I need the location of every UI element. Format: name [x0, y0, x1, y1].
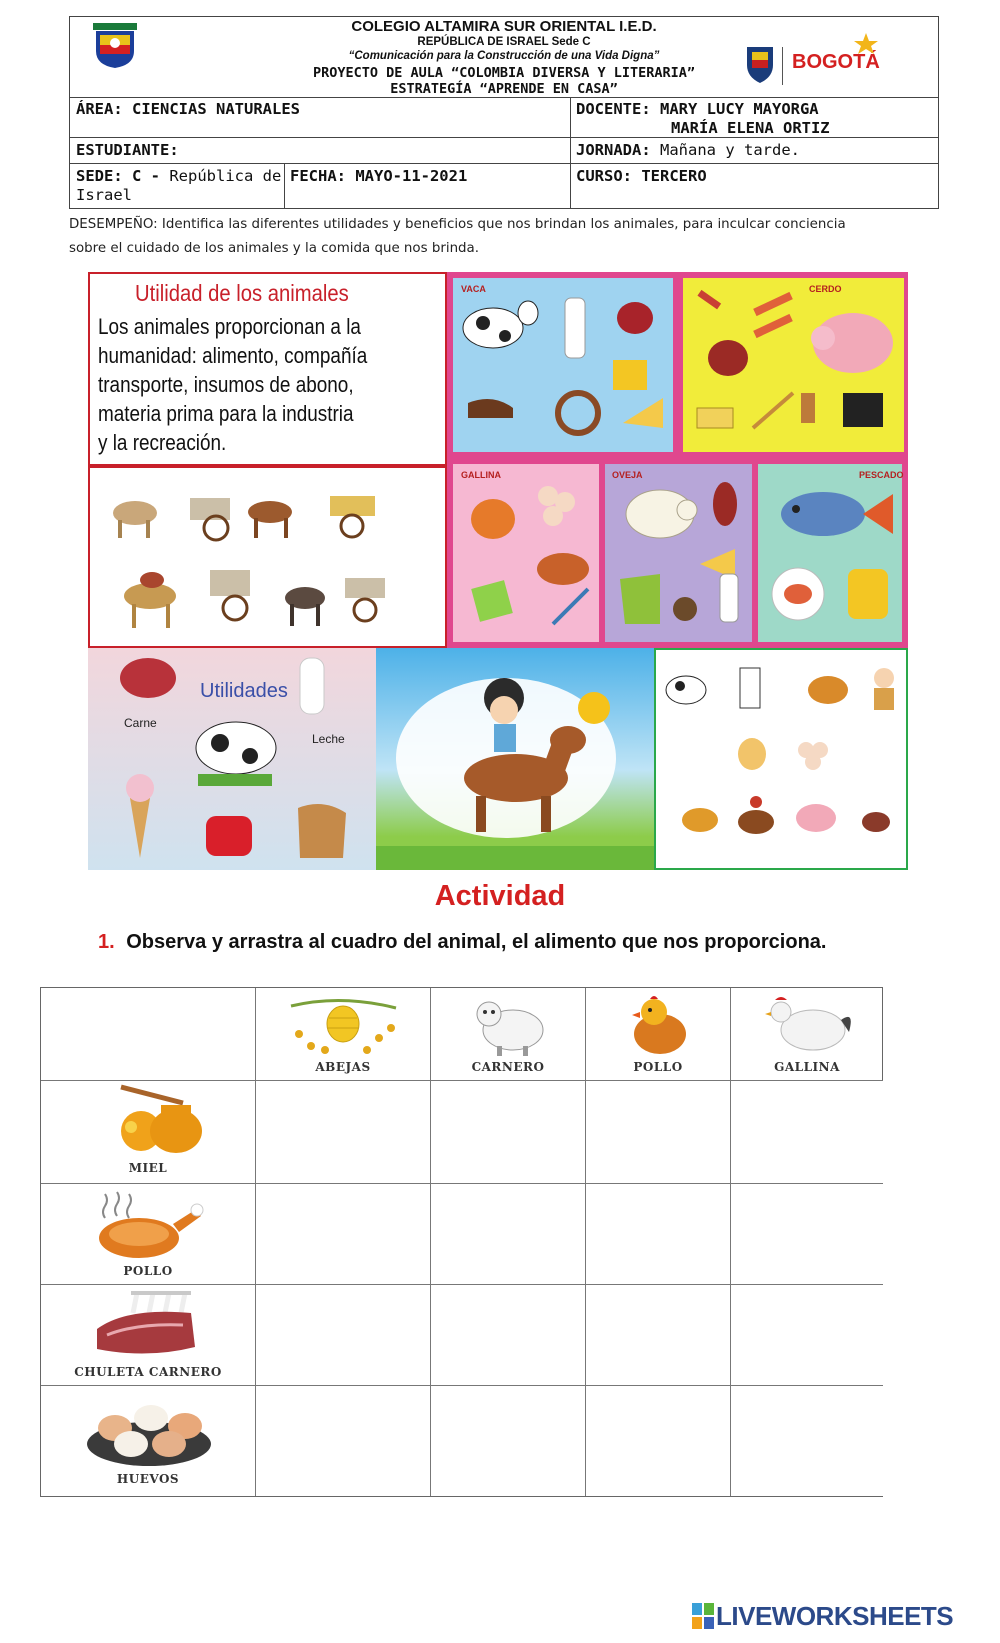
liveworksheets-text: LIVEWORKSHEETS: [716, 1600, 954, 1631]
utility-title: Utilidad de los animales: [135, 280, 349, 306]
desempeno-text: [69, 213, 949, 261]
row-label: CHULETA CARNERO: [74, 1365, 222, 1379]
pescado-products-illustration: [758, 464, 902, 642]
column-header-abejas: [256, 988, 431, 1081]
row-label: MIEL: [128, 1161, 168, 1175]
instruction-number: 1.: [98, 931, 115, 953]
gallina-label: GALLINA: [461, 470, 501, 480]
column-divider: [570, 97, 571, 209]
curso-cell: CURSO: TERCERO: [576, 167, 707, 185]
jornada-value: Mañana y tarde.: [660, 141, 800, 159]
column-divider: [284, 163, 285, 209]
docente-name-2: MARÍA ELENA ORTIZ: [671, 119, 830, 137]
school-republic: REPÚBLICA DE ISRAEL Sede C: [417, 36, 591, 48]
honey-icon: [91, 1083, 209, 1157]
desempeno-line: DESEMPEÑO: Identifica las diferentes utilidades y beneficios que nos brindan los animales, para inculcar conciencia: [69, 217, 846, 232]
drop-cell-chuleta-pollo[interactable]: [586, 1285, 731, 1386]
utility-line: transporte, insumos de abono,: [98, 372, 354, 397]
drop-cell-pollo-pollo[interactable]: [586, 1184, 731, 1285]
star-icon: [852, 31, 880, 55]
transport-panel: [88, 466, 447, 648]
hen-icon: [757, 992, 855, 1058]
drop-cell-huevos-gallina[interactable]: [731, 1386, 883, 1496]
header-divider: [70, 97, 938, 98]
carne-label: Carne: [124, 716, 157, 730]
jornada-label: JORNADA:: [576, 141, 651, 159]
desempeno-line: sobre el cuidado de los animales y la comida que nos brinda.: [69, 241, 480, 256]
roast-chicken-icon: [85, 1188, 211, 1260]
farm-animals-illustration: [656, 650, 906, 868]
drop-cell-pollo-carnero[interactable]: [431, 1184, 586, 1285]
column-label: ABEJAS: [315, 1060, 371, 1074]
row-header-huevos[interactable]: [41, 1386, 256, 1496]
estudiante-field[interactable]: [270, 138, 568, 162]
pescado-label: PESCADO: [859, 470, 904, 480]
docente-name-1: MARY LUCY MAYORGA: [660, 100, 819, 118]
drop-cell-pollo-gallina[interactable]: [731, 1184, 883, 1285]
docente-cell: [576, 100, 819, 118]
school-name: COLEGIO ALTAMIRA SUR ORIENTAL I.E.D.: [351, 18, 657, 35]
utility-body: [98, 312, 367, 457]
area-value: CIENCIAS NATURALES: [132, 100, 300, 118]
utility-line: Los animales proporcionan a la: [98, 314, 361, 339]
column-label: GALLINA: [774, 1060, 840, 1074]
instruction-text: Observa y arrastra al cuadro del animal, el alimento que nos proporciona.: [126, 931, 827, 953]
drop-cell-miel-carnero[interactable]: [431, 1081, 586, 1184]
area-cell: [76, 100, 300, 118]
row-header-miel[interactable]: [41, 1081, 256, 1184]
project-title: PROYECTO DE AULA “COLOMBIA DIVERSA Y LITERARIA”: [312, 65, 695, 81]
utility-line: materia prima para la industria: [98, 401, 354, 426]
grid-corner-cell: [41, 988, 256, 1081]
fecha-cell: FECHA: MAYO-11-2021: [290, 167, 468, 185]
chick-icon: [614, 990, 704, 1058]
sheep-icon: [463, 992, 555, 1058]
column-label: CARNERO: [471, 1060, 545, 1074]
drop-cell-huevos-carnero[interactable]: [431, 1386, 586, 1496]
oveja-label: OVEJA: [612, 470, 643, 480]
utilidades-panel: [88, 648, 376, 870]
leche-label: Leche: [312, 732, 345, 746]
gallina-panel: [447, 458, 602, 648]
activity-instruction: [98, 931, 826, 954]
oveja-products-illustration: [605, 464, 752, 642]
column-label: POLLO: [633, 1060, 683, 1074]
activity-grid: [40, 987, 883, 1497]
row-divider: [70, 163, 938, 164]
logo-divider: [782, 47, 783, 85]
utility-line: y la recreación.: [98, 430, 227, 455]
row-header-chuleta-carnero[interactable]: [41, 1285, 256, 1386]
area-label: ÁREA:: [76, 100, 123, 118]
drop-cell-miel-gallina[interactable]: [731, 1081, 883, 1184]
cerdo-products-illustration: [683, 278, 904, 452]
drop-cell-chuleta-abejas[interactable]: [256, 1285, 431, 1386]
eggs-icon: [83, 1392, 215, 1470]
oveja-panel: [602, 458, 755, 648]
sede-value-2: Israel: [76, 186, 132, 204]
bees-hive-icon: [281, 994, 406, 1056]
cerdo-label: CERDO: [809, 284, 842, 294]
drop-cell-huevos-abejas[interactable]: [256, 1386, 431, 1496]
school-motto: “Comunicación para la Construcción de una Vida Digna”: [348, 50, 660, 62]
drop-cell-miel-pollo[interactable]: [586, 1081, 731, 1184]
vaca-products-illustration: [453, 278, 673, 452]
utility-text-panel: [88, 272, 447, 466]
vaca-panel: [447, 272, 679, 458]
sede-value: República de: [169, 167, 282, 185]
row-label: POLLO: [123, 1264, 173, 1278]
strategy-title: ESTRATEGÍA “APRENDE EN CASA”: [390, 81, 618, 97]
utilidades-illustration: [88, 648, 376, 870]
vaca-label: VACA: [461, 284, 486, 294]
child-riding-horse-illustration: [376, 648, 654, 870]
drop-cell-huevos-pollo[interactable]: [586, 1386, 731, 1496]
drop-cell-chuleta-carnero[interactable]: [431, 1285, 586, 1386]
cerdo-panel: [679, 272, 908, 458]
drop-cell-pollo-abejas[interactable]: [256, 1184, 431, 1285]
drop-cell-chuleta-gallina[interactable]: [731, 1285, 883, 1386]
lamb-chops-icon: [87, 1289, 211, 1361]
column-header-carnero: [431, 988, 586, 1081]
riding-panel: [376, 648, 654, 870]
bogota-logo: BOGOTÁ: [792, 51, 880, 73]
docente-label: DOCENTE:: [576, 100, 651, 118]
liveworksheets-logo[interactable]: [692, 1602, 953, 1630]
transport-illustration: [90, 468, 445, 646]
sede-cell: [76, 167, 281, 185]
column-header-pollo: [586, 988, 731, 1081]
header-table: [69, 16, 939, 209]
alcaldia-crest-icon: [743, 43, 777, 87]
utility-line: humanidad: alimento, compañía: [98, 343, 368, 368]
utilidades-title: Utilidades: [200, 680, 288, 702]
jornada-cell: [576, 141, 800, 159]
sede-label: SEDE: C -: [76, 167, 160, 185]
liveworksheets-icon: [692, 1603, 714, 1629]
estudiante-label: ESTUDIANTE:: [76, 141, 179, 159]
gallina-products-illustration: [453, 464, 599, 642]
drop-cell-miel-abejas[interactable]: [256, 1081, 431, 1184]
column-header-gallina: [731, 988, 883, 1081]
farm-animals-panel: [654, 648, 908, 870]
activity-title: Actividad: [434, 880, 566, 912]
row-header-pollo[interactable]: [41, 1184, 256, 1285]
row-label: HUEVOS: [116, 1472, 180, 1486]
pescado-panel: [755, 458, 908, 648]
